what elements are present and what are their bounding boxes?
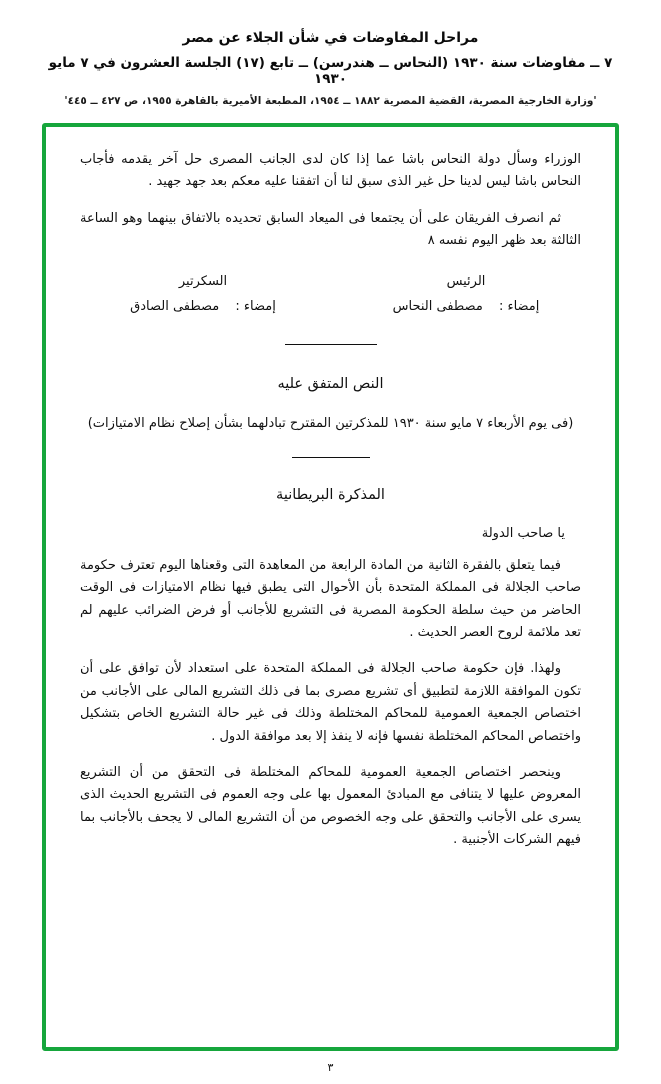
signature-right-label: إمضاء : [498,299,540,315]
signature-titles-row [80,274,581,289]
document-title: مراحل المفاوضات في شأن الجلاء عن مصر [182,30,479,46]
green-bordered-content-frame [42,123,619,1051]
memo-paragraph: فيما يتعلق بالفقرة الثانية من المادة الرابعة من المعاهدة التى وقعناها اليوم تعترف حكومة صاحب الجلالة فى المملكة المتحدة بأن الأحوال التى يطبق فيها نظام الامتيازات فى الوقت الحاضر من حيث سلطة الحكومة المصرية فى التشريع للأجانب أو فرض الضرائب عليهم لم تعد ملائمة لروح العصر الحديث . [80,558,581,641]
signature-right [391,299,541,314]
body-paragraph: الوزراء وسأل دولة النحاس باشا عما إذا كان لدى الجانب المصرى حل آخر يقدمه فأجاب النحاس باشا ليس لدينا حل غير الذى سبق لنا أن اتفقنا عليه معكم بعد جهد جهيد . [80,152,581,190]
session-line: ٧ ــ مفاوضات سنة ١٩٣٠ (النحاس ــ هندرسن) ــ تابع (١٧) الجلسة العشرون في ٧ مايو ١٩٣٠ [48,55,613,87]
section-divider [285,344,377,345]
memo-paragraph: ولهذا. فإن حكومة صاحب الجلالة فى المملكة المتحدة على استعداد لأن توافق على أن تكون الموافقة اللازمة لتطبيق أى تشريع مصرى بما فى ذلك التشريع المالى على الأجانب من اختصاص الجمعية العمومية للمحاكم المختلطة وذلك فى غير حالة التشريع الخاص بتشكيل واختصاص المحاكم المختلطة نفسها فإنه لا ينفذ إلا بعد موافقة الدول . [80,661,581,744]
signature-names-row [80,299,581,314]
signature-right-name: مصطفى النحاس [392,299,483,315]
signature-title-left: السكرتير [178,274,228,290]
salutation: يا صاحب الدولة [481,526,565,542]
agreed-text-heading: النص المتفق عليه [277,376,384,393]
body-paragraph: ثم انصرف الفريقان على أن يجتمعا فى الميعاد السابق تحديده بالاتفاق بينهما وهو الساعة الثالثة بعد ظهر اليوم نفسه ٨ [80,210,581,249]
agreed-text-subheading: (فى يوم الأربعاء ٧ مايو سنة ١٩٣٠ للمذكرتين المقترح تبادلهما بشأن إصلاح نظام الامتيازات) [87,415,574,431]
signature-left-label: إمضاء : [235,299,276,315]
signature-block [80,274,581,314]
source-citation: 'وزارة الخارجية المصرية، القضية المصرية ١٨٨٢ ــ ١٩٥٤، المطبعة الأميرية بالقاهرة ١٩٥٥، ص ٤٢٧ ــ ٤٤٥' [64,95,597,107]
signature-left-name: مصطفى الصادق [130,299,220,315]
memo-paragraph: وينحصر اختصاص الجمعية العمومية للمحاكم المختلطة فى التحقق من أن التشريع المعروض عليها لا يتنافى مع المبادئ المعمول بها على وجه العموم فى التشريع الحديث الذى يسرى على الأجانب والتحقق على وجه الخصوص من أن التشريع المالى لا يجحف بالأجانب بما فيهم الشركات الأجنبية . [80,764,581,847]
signature-title-right: الرئيس [446,274,486,290]
section-divider [292,457,370,458]
british-memo-heading: المذكرة البريطانية [276,486,385,503]
page-header [40,30,621,109]
signature-left [128,299,278,314]
page-number: ٣ [327,1061,334,1074]
